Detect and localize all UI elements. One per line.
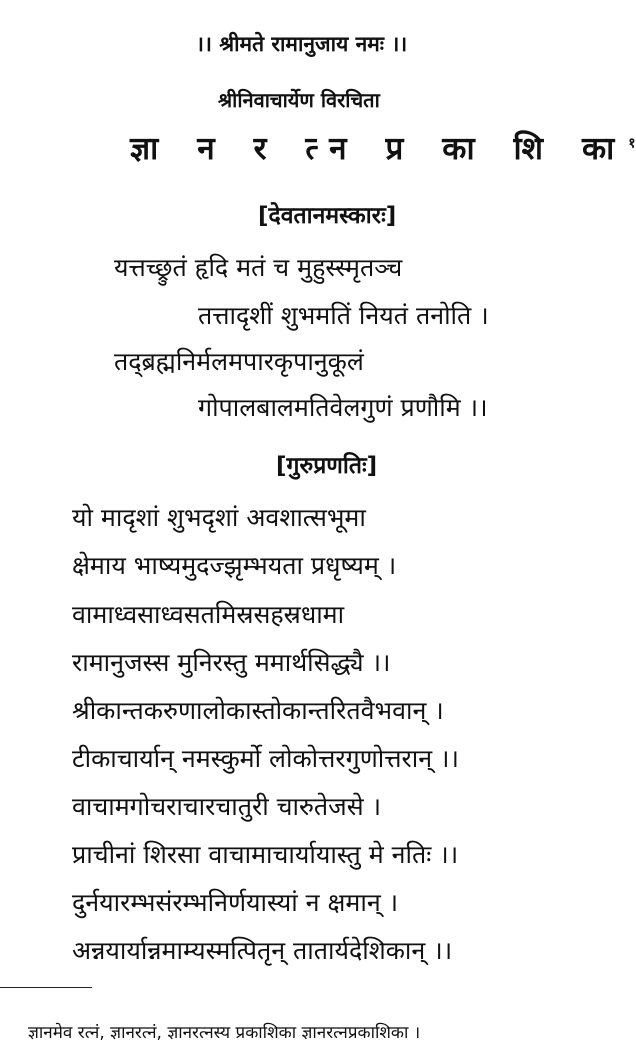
verse-line: यो मादृशां शुभदृशां अवशात्सभूमा	[72, 503, 366, 532]
page-title	[130, 126, 636, 169]
verse-line: तत्तादृशीं शुभमतिं नियतं तनोति ।	[198, 301, 489, 330]
verse-line: यत्तच्छ्रुतं हृदि मतं च मुहुस्स्मृतञ्च	[114, 253, 403, 282]
verse-line: प्राचीनां शिरसा वाचामाचार्यायास्तु मे नतिः ।।	[72, 840, 459, 869]
title-text: ज्ञा न र त्न प्र का शि का	[130, 131, 629, 167]
section-heading-guru-pranati: [गुरुप्रणतिः]	[276, 453, 378, 479]
verse-line: अन्नयार्यान्नमाम्यस्मत्पितृन् तातार्यदेशिकान् ।।	[72, 936, 453, 965]
verse-line: टीकाचार्यान् नमस्कुर्मो लोकोत्तरगुणोत्तरान् ।।	[72, 744, 459, 773]
verse-line: वामाध्वसाध्वसतमिस्रसहस्रधामा	[72, 600, 345, 629]
footnote-divider	[0, 987, 92, 988]
verse-line: क्षेमाय भाष्यमुदज्झृम्भयता प्रधृष्यम् ।	[72, 551, 397, 580]
verse-line: श्रीकान्तकरुणालोकास्तोकान्तरितवैभवान् ।	[72, 696, 444, 725]
author-line: श्रीनिवाचार्येण विरचिता	[218, 88, 380, 112]
verse-line: वाचामगोचराचारचातुरी चारुतेजसे ।	[72, 792, 382, 821]
footnote-mark: १	[628, 135, 636, 152]
verse-line: तद्ब्रह्मनिर्मलमपारकृपानुकूलं	[114, 347, 364, 376]
verse-line: गोपालबालमतिवेलगुणं प्रणौमि ।।	[198, 393, 488, 422]
footnote-text: ज्ञानमेव रत्नं, ज्ञानरत्नं, ज्ञानरत्नस्य प्रकाशिका ज्ञानरत्नप्रकाशिका ।	[28, 1023, 421, 1043]
verse-line: रामानुजस्स मुनिरस्तु ममार्थसिद्ध्यै ।।	[72, 648, 391, 677]
invocation-line: ।। श्रीमते रामानुजाय नमः ।।	[196, 32, 408, 56]
verse-line: दुर्नयारम्भसंरम्भनिर्णयास्यां न क्षमान् ।	[72, 888, 399, 917]
section-heading-devata-namaskara: [देवतानमस्कारः]	[258, 203, 397, 229]
